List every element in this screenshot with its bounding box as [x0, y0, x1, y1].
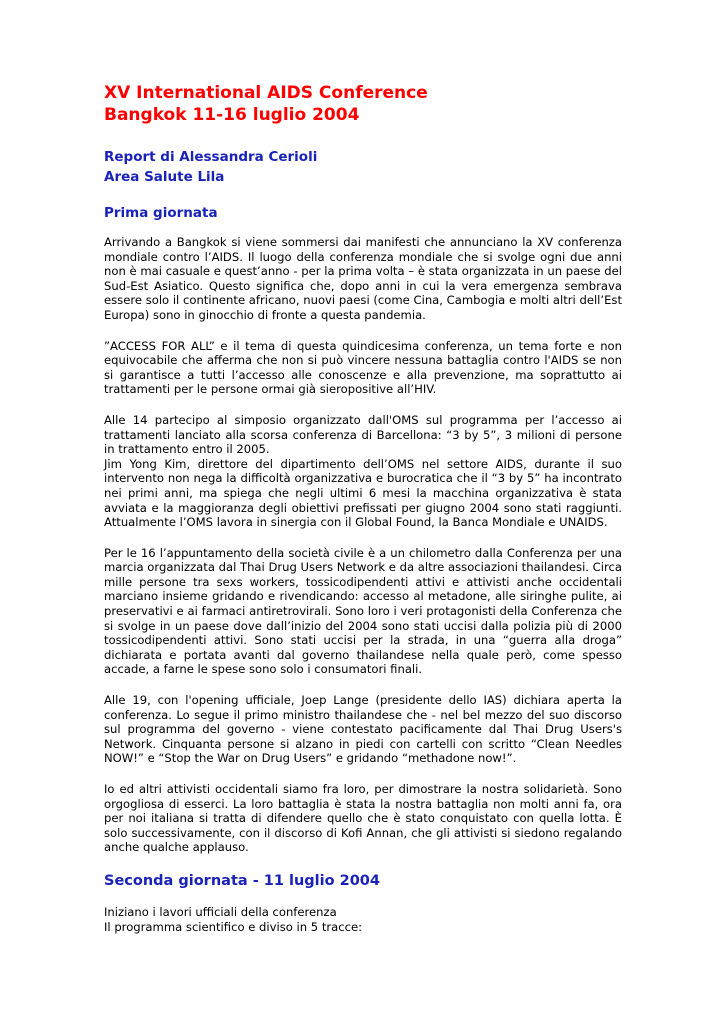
- program-line-1: Iniziano i lavori ufficiali della conferenza: [104, 904, 337, 919]
- program-line-2: Il programma scientifico e diviso in 5 tracce:: [104, 919, 363, 934]
- paragraph-access-for-all: ”ACCESS FOR ALL” e il tema di questa quindicesima conferenza, un tema forte e non equivocabile che afferma che non si può vincere nessuna battaglia contro l'AIDS se non si garantisce a tutti l’accesso alle conoscenze e alla prevenzione, ma soprattutto ai trattamenti per le persone ormai già sieropositive all’HIV.: [104, 338, 622, 397]
- section-heading-day2: Seconda giornata - 11 luglio 2004: [104, 872, 380, 889]
- title-line-1: XV International AIDS Conference: [104, 83, 428, 103]
- paragraph-oms-symposium: Alle 14 partecipo al simposio organizzato dall'OMS sul programma per l’accesso ai trattamenti lanciato alla scorsa conferenza di Barcellona: “3 by 5”, 3 milioni di persone in trattamento entro il 2005.: [104, 412, 622, 457]
- report-byline: [104, 147, 622, 187]
- paragraph-program: [104, 905, 622, 934]
- document-title: [104, 82, 622, 126]
- document-page: [104, 82, 622, 950]
- paragraph-march: Per le 16 l’appuntamento della società civile è a un chilometro dalla Conferenza per una marcia organizzata dal Thai Drug Users Network e da altre associazioni thailandesi. Circa mille persone tra sexs workers, tossicodipendenti attivi e attivisti anche occidentali marciano insieme gridando e rivendicando: accesso al metadone, alle siringhe pulite, ai preservativi e ai farmaci antiretrovirali. Sono loro i veri protagonisti della Conferenza che si svolge in un paese dove dall’inizio del 2004 sono stati uccisi dalla polizia più di 2000 tossicodipendenti attivi. Sono stati uccisi per la strada, in una “guerra alla droga” dichiarata e portata avanti dal governo thailandese nella quale però, come spesso accade, a farne le spese sono solo i consumatori finali.: [104, 545, 622, 677]
- report-author: Report di Alessandra Cerioli: [104, 149, 318, 165]
- report-area: Area Salute Lila: [104, 169, 225, 185]
- paragraph-solidarity: Io ed altri attivisti occidentali siamo fra loro, per dimostrare la nostra solidarietà. Sono orgogliosa di esserci. La loro battaglia è stata la nostra battaglia non molti anni fa, ora per noi italiana si tratta di difendere quello che è stato conquistato con quella lotta. È solo successivamente, con il discorso di Kofi Annan, che gli attivisti si siedono regalando anche qualche applauso.: [104, 782, 622, 855]
- paragraph-arrival: Arrivando a Bangkok si viene sommersi dai manifesti che annunciano la XV conferenza mondiale contro l’AIDS. Il luogo della conferenza mondiale che si svolge ogni due anni non è mai casuale e quest’anno - per la prima volta – è stata organizzata in un paese del Sud-Est Asiatico. Questo significa che, dopo anni in cui la vera emergenza sembrava essere solo il continente africano, nuovi paesi (come Cina, Cambogia e molti altri dell’Est Europa) sono in ginocchio di fronte a questa pandemia.: [104, 235, 622, 322]
- paragraph-opening: Alle 19, con l'opening ufficiale, Joep Lange (presidente dello IAS) dichiara aperta la conferenza. Lo segue il primo ministro thailandese che - nel bel mezzo del suo discorso sul programma del governo - viene contestato pacificamente dal Thai Drug Users's Network. Cinquanta persone si alzano in piedi con cartelli con scritto “Clean Needles NOW!” e “Stop the War on Drug Users” e gridando “methadone now!”.: [104, 693, 622, 766]
- section-heading-day1: Prima giornata: [104, 205, 218, 221]
- title-line-2: Bangkok 11-16 luglio 2004: [104, 105, 360, 125]
- paragraph-jim-yong-kim: Jim Yong Kim, direttore del dipartimento dell’OMS nel settore AIDS, durante il suo intervento non nega la difficoltà organizzativa e burocratica che il “3 by 5” ha incontrato nei primi anni, ma spiega che negli ultimi 6 mesi la macchina organizzativa è stata avviata e la maggioranza degli obiettivi prefissati per giugno 2004 sono stati raggiunti. Attualmente l’OMS lavora in sinergia con il Global Found, la Banca Mondiale e UNAIDS.: [104, 456, 622, 530]
